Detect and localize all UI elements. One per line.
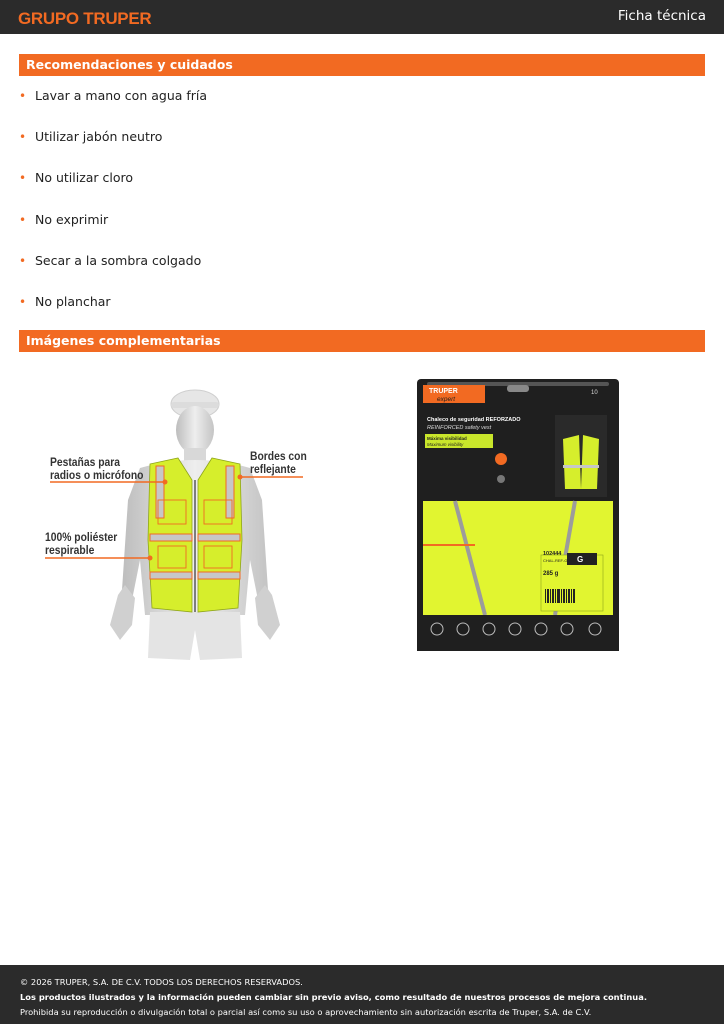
callout-radio-tabs-line2: radios o micrófono — [50, 467, 144, 482]
care-item-text: Utilizar jabón neutro — [35, 129, 163, 145]
callout-polyester-line2: respirable — [45, 542, 95, 557]
brand-logo: GRUPO TRUPER — [18, 9, 152, 28]
bullet-icon: • — [19, 212, 27, 227]
care-item-text: Lavar a mano con agua fría — [35, 88, 208, 103]
page-footer — [0, 965, 724, 1024]
bullet-icon: • — [19, 130, 27, 145]
care-item-text: No utilizar cloro — [35, 170, 134, 186]
package-title-es: Chaleco de seguridad REFORZADO — [427, 417, 521, 423]
package-size: G — [577, 555, 584, 564]
document-type-label: Ficha técnica — [617, 8, 706, 24]
list-item — [19, 85, 705, 126]
package-weight: 285 g — [543, 571, 559, 577]
care-item-text: Secar a la sombra colgado — [35, 252, 202, 268]
footer-prohibition: Prohibida su reproducción o divulgación total o parcial así como su uso o aprovechamiento sin autorización escrita de Truper, S.A. de C.V. — [20, 1007, 592, 1017]
package-visibility-es: Máxima visibilidad — [427, 436, 467, 441]
care-item-text: No exprimir — [35, 211, 109, 227]
vest-mannequin-image — [40, 380, 320, 665]
section-title-care: Recomendaciones y cuidados — [19, 54, 705, 76]
list-item — [19, 126, 705, 167]
package-visibility-en: Maximum visibility — [427, 442, 464, 447]
bullet-icon: • — [19, 294, 27, 309]
callout-reflective-edges-line1: Bordes con — [250, 449, 307, 463]
bullet-icon: • — [19, 171, 27, 186]
list-item — [19, 167, 705, 208]
package-title-en: REINFORCED safety vest — [427, 425, 492, 431]
callout-radio-tabs — [50, 456, 143, 481]
bullet-icon: • — [19, 253, 27, 268]
callout-reflective-edges-line2: reflejante — [250, 461, 296, 476]
package-brand: TRUPER — [429, 388, 458, 395]
list-item — [19, 250, 705, 291]
callout-radio-tabs-line1: Pestañas para — [50, 455, 120, 469]
care-item-text: No planchar — [35, 293, 111, 309]
footer-copyright: © 2026 TRUPER, S.A. DE C.V. TODOS LOS DERECHOS RESERVADOS. — [20, 977, 303, 987]
callout-polyester — [45, 531, 117, 556]
list-item — [19, 209, 705, 250]
section-title-images: Imágenes complementarias — [19, 330, 705, 352]
package-quantity: 10 — [591, 390, 598, 396]
list-item — [19, 291, 705, 332]
bullet-icon: • — [19, 89, 27, 103]
package-sub-brand: expert — [437, 396, 456, 403]
package-code: 102444 — [543, 551, 562, 557]
callout-reflective-edges — [250, 450, 307, 475]
footer-notice: Los productos ilustrados y la información pueden cambiar sin previo aviso, como resultado de nuestros procesos de mejora continua. — [20, 992, 647, 1002]
top-header-bar — [0, 0, 724, 34]
callout-polyester-line1: 100% poliéster — [45, 530, 118, 544]
product-package-image — [415, 377, 621, 653]
package-model: CHAL-REF-G — [543, 558, 568, 563]
care-recommendations-list — [19, 85, 705, 332]
